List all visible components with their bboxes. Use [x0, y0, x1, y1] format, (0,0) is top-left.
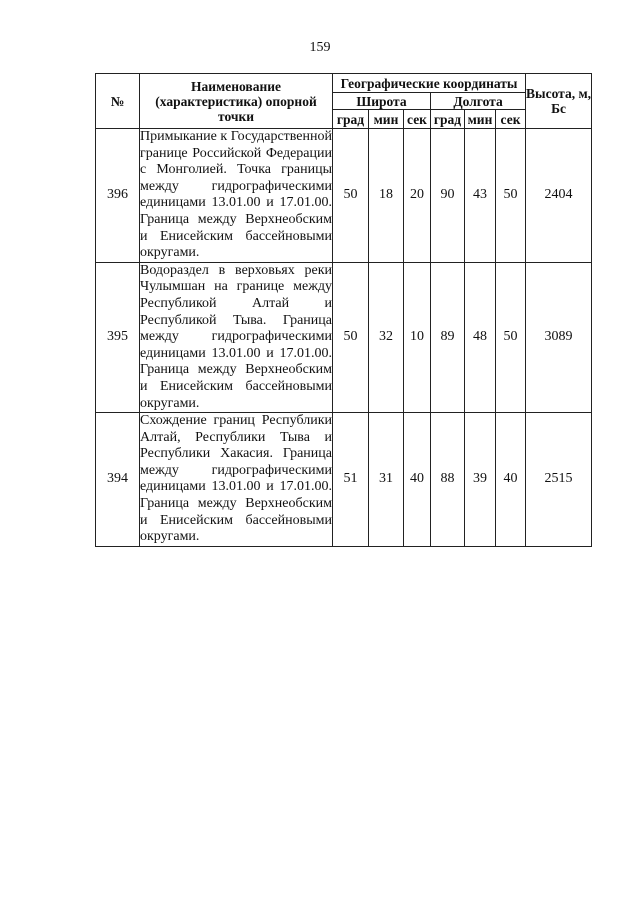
- row-description: Водораздел в верховьях реки Чулымшан на границе между Республикой Алтай и Республикой Тыва. Граница между гидрографическими единицами 13.01.00 и 17.01.00. Граница между Верхнеобским и Енисейским бассейновыми округами.: [140, 262, 333, 412]
- lat-min-cell: 31: [369, 413, 404, 547]
- lon-deg-cell: 90: [431, 129, 465, 263]
- lon-sec-cell: 50: [496, 262, 526, 412]
- header-name: Наименование (характеристика) опорной точки: [140, 74, 333, 129]
- lat-sec-cell: 20: [404, 129, 431, 263]
- header-lon-min: мин: [465, 110, 496, 129]
- header-lon-deg: град: [431, 110, 465, 129]
- table-row: [96, 413, 592, 547]
- header-geo-coordinates: Географические координаты: [333, 74, 526, 93]
- lat-deg-cell: 51: [333, 413, 369, 547]
- lon-sec-cell: 40: [496, 413, 526, 547]
- row-number: 394: [96, 413, 140, 547]
- row-number: 395: [96, 262, 140, 412]
- header-lat-min: мин: [369, 110, 404, 129]
- header-lat-sec: сек: [404, 110, 431, 129]
- reference-points-table: [95, 73, 592, 547]
- lon-deg-cell: 88: [431, 413, 465, 547]
- lat-deg-cell: 50: [333, 129, 369, 263]
- height-cell: 3089: [526, 262, 592, 412]
- lon-min-cell: 48: [465, 262, 496, 412]
- lat-sec-cell: 40: [404, 413, 431, 547]
- lat-sec-cell: 10: [404, 262, 431, 412]
- header-number: №: [96, 74, 140, 129]
- lat-min-cell: 18: [369, 129, 404, 263]
- lon-sec-cell: 50: [496, 129, 526, 263]
- lat-deg-cell: 50: [333, 262, 369, 412]
- row-number: 396: [96, 129, 140, 263]
- height-cell: 2515: [526, 413, 592, 547]
- lat-min-cell: 32: [369, 262, 404, 412]
- row-description: Схождение границ Республики Алтай, Республики Тыва и Республики Хакасия. Граница между гидрографическими единицами 13.01.00 и 17.01.00. Граница между Верхнеобским и Енисейским бассейновыми округами.: [140, 413, 333, 547]
- row-description: Примыкание к Государственной границе Российской Федерации с Монголией. Точка границы между гидрографическими единицами 13.01.00 и 17.01.00. Граница между Верхнеобским и Енисейским бассейновыми округами.: [140, 129, 333, 263]
- header-height: Высота, м, Бс: [526, 74, 592, 129]
- lon-deg-cell: 89: [431, 262, 465, 412]
- height-cell: 2404: [526, 129, 592, 263]
- lon-min-cell: 39: [465, 413, 496, 547]
- page-number: 159: [309, 40, 331, 55]
- table-row: [96, 129, 592, 263]
- header-latitude: Широта: [333, 93, 431, 110]
- table-row: [96, 262, 592, 412]
- lon-min-cell: 43: [465, 129, 496, 263]
- header-lat-deg: град: [333, 110, 369, 129]
- header-longitude: Долгота: [431, 93, 526, 110]
- header-lon-sec: сек: [496, 110, 526, 129]
